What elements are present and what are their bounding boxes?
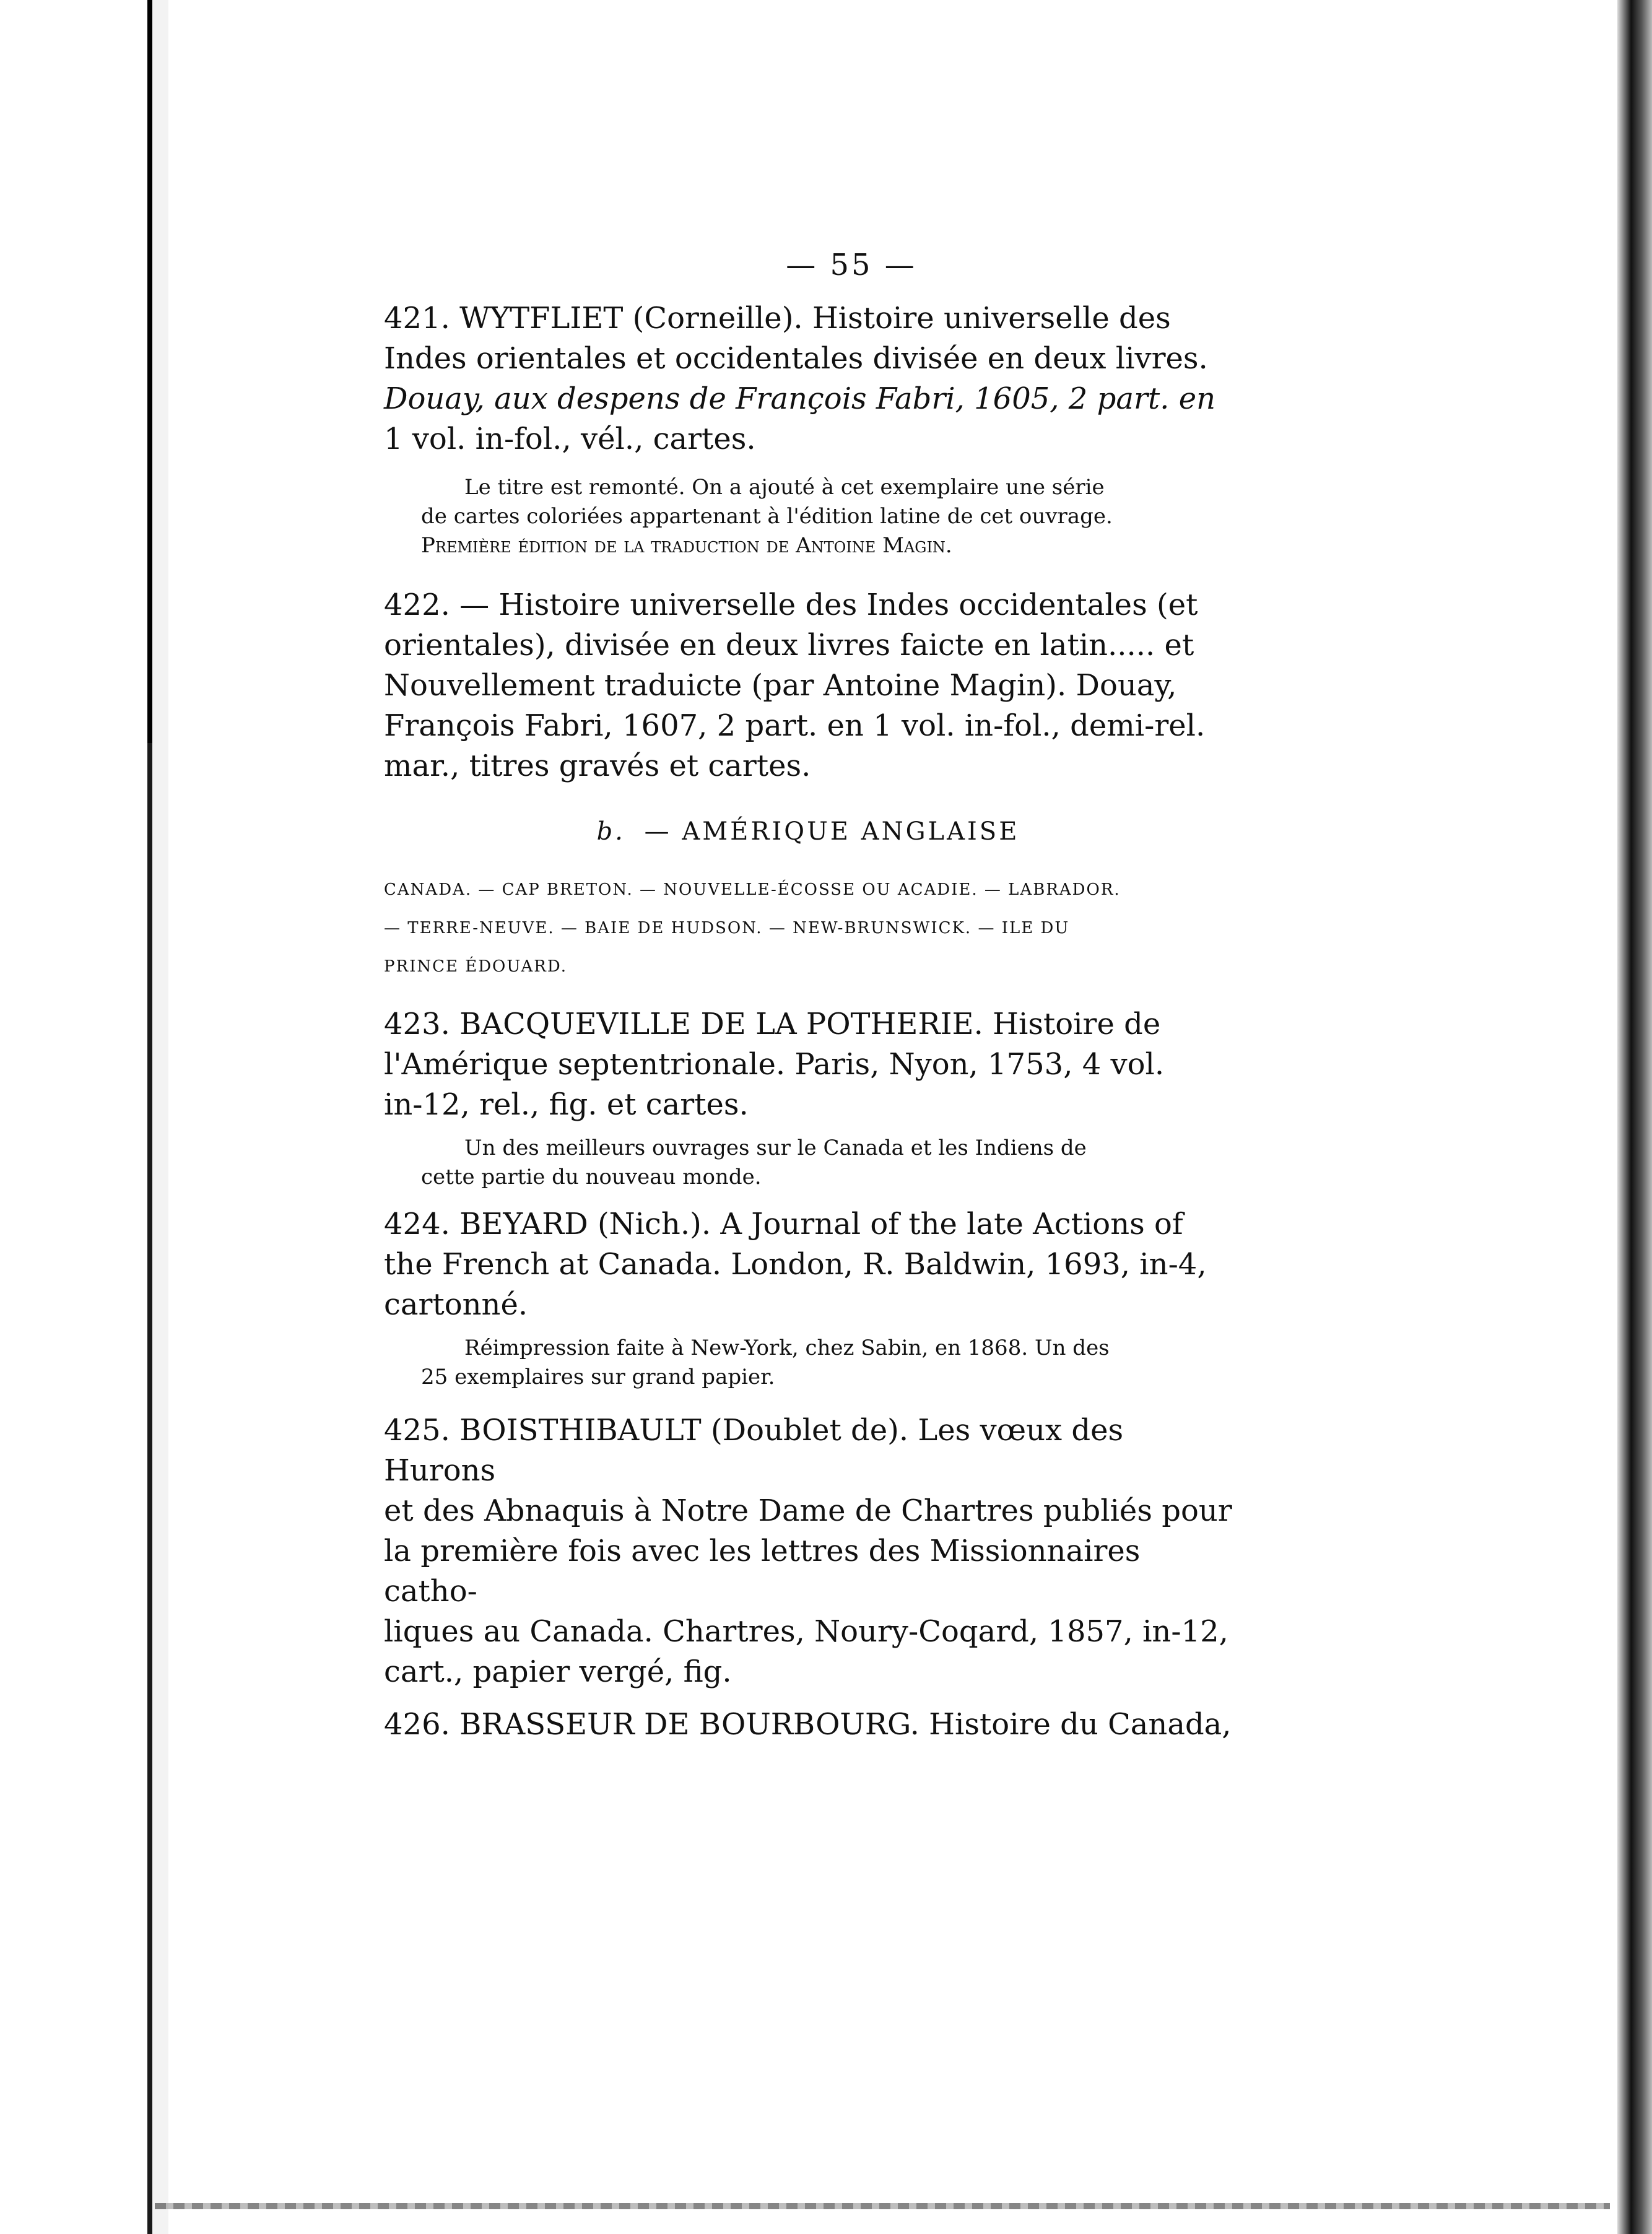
entry-line: the French at Canada. London, R. Baldwin, 1693, in-4, — [384, 1247, 1207, 1282]
entry-note — [384, 1334, 1232, 1392]
entry-426 — [384, 1705, 1232, 1745]
entry-425 — [384, 1410, 1232, 1692]
note-line: Réimpression faite à New-York, chez Sabin, en 1868. Un des — [464, 1336, 1110, 1360]
entry-line: in-12, rel., fig. et cartes. — [384, 1087, 749, 1122]
entry-line: 423. BACQUEVILLE DE LA POTHERIE. Histoire de — [384, 1007, 1161, 1041]
subjects-line: — TERRE-NEUVE. — BAIE DE HUDSON. — NEW-BRUNSWICK. — ILE DU — [384, 919, 1070, 937]
entry-line: orientales), divisée en deux livres faicte en latin..... et — [384, 628, 1194, 663]
page-body — [384, 248, 1232, 1745]
entry-line: la première fois avec les lettres des Missionnaires catho- — [384, 1534, 1141, 1609]
entry-line: Indes orientales et occidentales divisée en deux livres. — [384, 341, 1208, 376]
entry-422 — [384, 585, 1232, 786]
entry-note — [384, 473, 1232, 560]
entry-line: 425. BOISTHIBAULT (Doublet de). Les vœux des Hurons — [384, 1413, 1124, 1488]
note-line: Un des meilleurs ouvrages sur le Canada et les Indiens de — [464, 1136, 1087, 1160]
note-line: 25 exemplaires sur grand papier. — [421, 1365, 775, 1389]
note-line: Première édition de la traduction de Antoine Magin. — [421, 533, 952, 558]
section-subjects — [384, 871, 1232, 986]
entry-line: mar., titres gravés et cartes. — [384, 749, 811, 783]
page-number: — 55 — — [786, 248, 917, 282]
entry-line: François Fabri, 1607, 2 part. en 1 vol. in-fol., demi-rel. — [384, 708, 1206, 743]
entry-line: et des Abnaquis à Notre Dame de Chartres publiés pour — [384, 1493, 1232, 1528]
entry-line: 424. BEYARD (Nich.). A Journal of the late Actions of — [384, 1207, 1183, 1241]
scan-page-edge-bottom — [155, 2203, 1610, 2209]
entry-424 — [384, 1204, 1232, 1392]
note-line: Le titre est remonté. On a ajouté à cet exemplaire une série — [464, 475, 1105, 500]
entry-line: cartonné. — [384, 1287, 528, 1322]
entry-423 — [384, 1004, 1232, 1192]
section-title: — AMÉRIQUE ANGLAISE — [644, 817, 1020, 846]
section-letter: b. — [596, 817, 625, 846]
scan-page-edge-right — [1617, 0, 1652, 2234]
entry-line: cart., papier vergé, fig. — [384, 1654, 732, 1689]
note-line: de cartes coloriées appartenant à l'édition latine de cet ouvrage. — [421, 504, 1113, 529]
entry-421 — [384, 298, 1232, 560]
subjects-line: PRINCE ÉDOUARD. — [384, 957, 568, 976]
entry-line: Douay, aux despens de François Fabri, 1605, 2 part. en — [384, 381, 1216, 416]
entry-note — [384, 1134, 1232, 1192]
entry-line: 1 vol. in-fol., vél., cartes. — [384, 422, 756, 456]
subjects-line: CANADA. — CAP BRETON. — NOUVELLE-ÉCOSSE OU ACADIE. — LABRADOR. — [384, 880, 1121, 899]
entry-line: 422. — Histoire universelle des Indes occidentales (et — [384, 588, 1198, 622]
entry-line: liques au Canada. Chartres, Noury-Coqard, 1857, in-12, — [384, 1614, 1228, 1649]
entry-line: Nouvellement traduicte (par Antoine Magin). Douay, — [384, 668, 1177, 703]
section-heading — [384, 817, 1232, 846]
entry-line: l'Amérique septentrionale. Paris, Nyon, 1753, 4 vol. — [384, 1047, 1165, 1082]
entry-line: 426. BRASSEUR DE BOURBOURG. Histoire du Canada, — [384, 1707, 1232, 1742]
scan-binding-shadow — [147, 0, 152, 743]
entry-line: 421. WYTFLIET (Corneille). Histoire universelle des — [384, 301, 1171, 336]
note-line: cette partie du nouveau monde. — [421, 1165, 762, 1189]
